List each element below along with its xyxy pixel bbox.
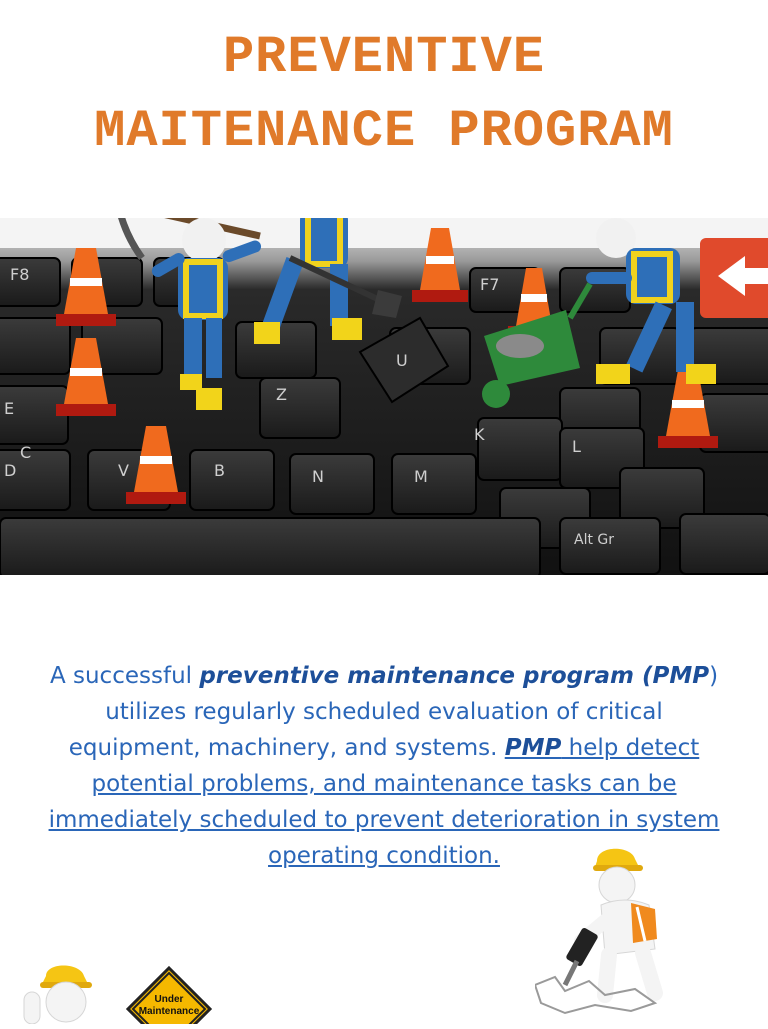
keycap-c: C (20, 443, 32, 462)
keycap-f7: F7 (480, 275, 500, 294)
keycap-v: V (118, 461, 129, 480)
intro-text: A successful (49, 663, 200, 689)
keycap-l: L (572, 437, 581, 456)
worker-waving-icon (20, 962, 100, 1024)
title-line-2: MAITENANCE PROGRAM (94, 102, 674, 161)
keycap-b: B (214, 461, 225, 480)
keycap-d: D (4, 461, 17, 480)
under-maintenance-sign-icon (126, 966, 212, 1024)
keycap-u: U (396, 351, 408, 370)
sign-line-2: Maintenance (138, 1006, 200, 1017)
keycap-f8: F8 (10, 265, 30, 284)
keycap-e: E (4, 399, 15, 418)
keycap-n: N (312, 467, 324, 486)
keyboard-workers-image (0, 218, 768, 575)
title-line-1: PREVENTIVE (222, 28, 546, 87)
pmp-close-paren: ) (709, 663, 719, 689)
keycap-k: K (474, 425, 485, 444)
pmp-link-text[interactable]: help detect potential problems, and maintenance tasks can be immediately scheduled to prevent deterioration in system operating condition. (48, 735, 720, 869)
sign-line-1: Under (154, 994, 184, 1005)
pmp-term: preventive maintenance program (PMP (199, 663, 710, 689)
pmp-description (40, 658, 728, 874)
keycap-alt-gr: Alt Gr (574, 532, 615, 548)
description-text: utilizes regularly scheduled evaluation of critical equipment, machinery, and systems. (68, 699, 663, 761)
keycap-m: M (414, 467, 428, 486)
keycap-z: Z (276, 385, 287, 404)
pmp-link-term[interactable]: PMP (504, 735, 562, 761)
jackhammer-worker-icon (535, 845, 695, 1020)
